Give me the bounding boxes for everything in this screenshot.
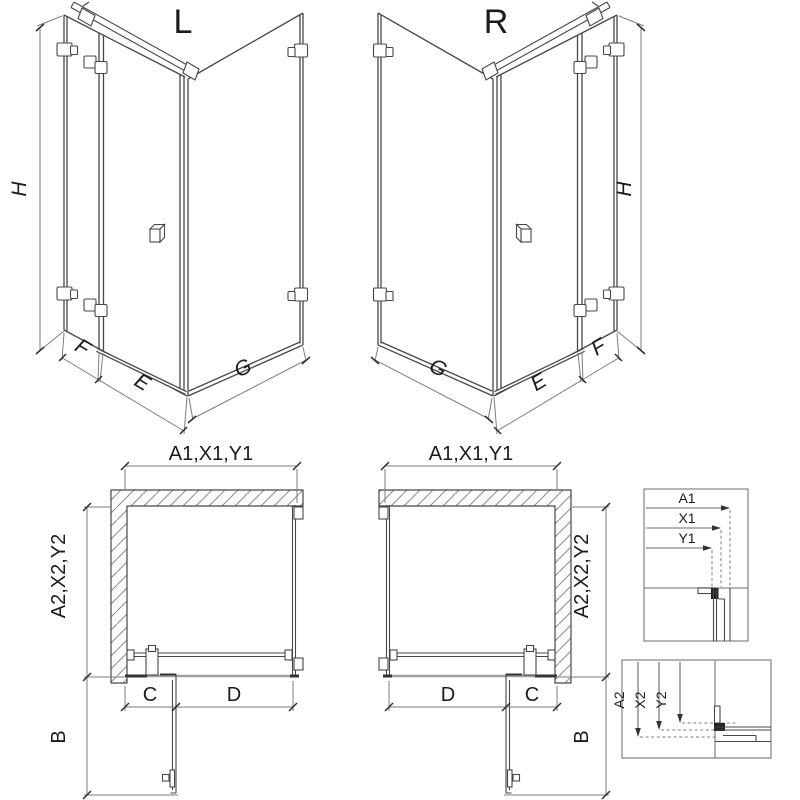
- iso-left-door-handle: [150, 225, 165, 243]
- dim-label-side-panel-right: G: [425, 354, 451, 383]
- dim-label-fixed-panel-left: F: [70, 334, 94, 361]
- view-title-left: L: [173, 3, 193, 41]
- detail-box-depth: [611, 660, 771, 758]
- wall-section-right: [379, 490, 571, 683]
- dim-label-height-right: H: [613, 181, 636, 197]
- plan-right-support-bar: [390, 646, 555, 676]
- detail-depth-profile: [714, 706, 771, 742]
- view-title-right: R: [483, 3, 509, 41]
- plan-dim-b-right: B: [571, 730, 593, 744]
- iso-view-left: [8, 2, 310, 434]
- plan-right-open-door: [506, 674, 522, 793]
- iso-left-wall-brackets: [57, 43, 308, 301]
- plan-dim-depth-right: A2,X2,Y2: [571, 533, 593, 619]
- iso-right-door-handle: [517, 225, 532, 243]
- plan-dim-width-left: A1,X1,Y1: [168, 443, 254, 465]
- plan-dim-width-right: A1,X1,Y1: [428, 443, 514, 465]
- iso-right-dimensions: [371, 16, 645, 434]
- dim-label-door-right: E: [526, 368, 551, 396]
- detail-label-y1: Y1: [678, 530, 696, 546]
- plan-dim-depth-left: A2,X2,Y2: [48, 533, 70, 619]
- dim-label-fixed-panel-right: F: [587, 334, 611, 361]
- plan-left-open-door: [160, 674, 176, 793]
- plan-dim-c-left: C: [142, 684, 158, 706]
- plan-dim-d-right: D: [440, 684, 456, 706]
- detail-box-width: [644, 489, 748, 641]
- detail-label-x2: X2: [632, 691, 648, 709]
- plan-dim-c-right: C: [524, 684, 540, 706]
- dim-label-height-left: H: [8, 181, 31, 197]
- dim-label-door-left: E: [130, 368, 155, 396]
- dim-label-side-panel-left: G: [230, 354, 256, 383]
- detail-label-y2: Y2: [653, 691, 669, 709]
- detail-label-a2: A2: [611, 691, 627, 709]
- plan-view-left: [48, 443, 303, 799]
- wall-section-left: [111, 490, 303, 683]
- detail-label-a1: A1: [678, 490, 696, 506]
- detail-width-profile: [698, 588, 730, 641]
- detail-label-x1: X1: [678, 510, 696, 526]
- plan-view-right: [379, 443, 610, 799]
- iso-right-wall-brackets: [374, 43, 625, 301]
- iso-view-right: [371, 2, 645, 434]
- plan-dim-b-left: B: [48, 730, 70, 744]
- plan-dim-d-left: D: [226, 684, 242, 706]
- plan-left-support-bar: [127, 646, 292, 676]
